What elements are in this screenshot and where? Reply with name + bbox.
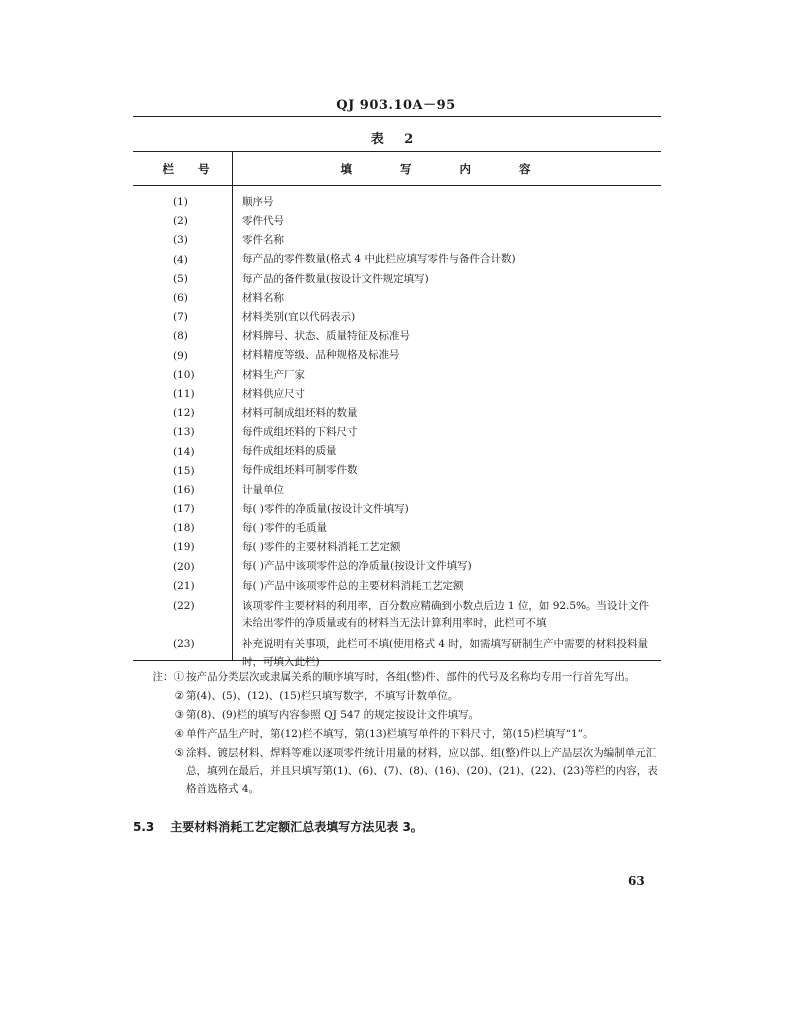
table-row [133, 423, 661, 442]
row-text: 补充说明有关事项，此栏可不填(使用格式 4 时，如需填写研制生产中需要的材料投料量时，可填入此栏) [242, 638, 648, 668]
table-row [133, 577, 661, 596]
note-text: 第(4)、(5)、(12)、(15)栏只填写数字，不填写计数单位。 [186, 690, 459, 702]
row-text: 材料可制成组坯料的数量 [242, 406, 358, 419]
row-number: (2) [173, 215, 188, 228]
table-row [133, 251, 661, 270]
table-row [133, 385, 661, 404]
table-bottom-rule [133, 660, 661, 661]
row-text: 每( )产品中该项零件总的主要材料消耗工艺定额 [242, 579, 464, 592]
table-row [133, 634, 661, 672]
row-text: 材料类别(宜以代码表示) [242, 310, 356, 323]
table-row [133, 462, 661, 481]
row-number: (20) [173, 560, 195, 573]
row-number: (15) [173, 464, 195, 477]
row-text: 每( )零件的毛质量 [242, 522, 328, 535]
table-row [133, 481, 661, 500]
table-header-rule [133, 185, 661, 186]
section-text: 主要材料消耗工艺定额汇总表填写方法见表 3。 [170, 820, 423, 834]
row-text: 每产品的备件数量(按设计文件规定填写) [242, 272, 429, 285]
document-code-header: QJ 903.10A－95 [336, 98, 456, 113]
table-top-rule [133, 151, 661, 152]
row-number: (21) [173, 579, 195, 592]
row-number: (19) [173, 541, 195, 554]
note-text: 涂料、镀层材料、焊料等难以逐项零件统计用量的材料，应以部、组(整)件以上产品层次为编制单元汇总，填列在最后，并且只填写第(1)、(6)、(7)、(8)、(16)、(20)、(21)、(22)、(23)等栏的内容，表格首选格式 4。 [186, 747, 658, 795]
row-text: 每( )零件的净质量(按设计文件填写) [242, 502, 409, 515]
table-row [133, 231, 661, 250]
row-number: (9) [173, 349, 188, 362]
row-number: (7) [173, 311, 188, 324]
row-number: (22) [173, 599, 195, 612]
column-header-field-number: 栏 号 [162, 162, 220, 176]
row-text: 材料精度等级、品种规格及标准号 [242, 349, 400, 362]
header-rule [133, 116, 661, 117]
table-row [133, 308, 661, 327]
row-text: 材料名称 [242, 291, 284, 304]
table-row [133, 442, 661, 461]
row-number: (13) [173, 426, 195, 439]
note-label: 注：① [152, 671, 184, 683]
note-item [150, 668, 665, 686]
row-number: (17) [173, 503, 195, 516]
table-row [133, 366, 661, 385]
note-label: ⑤ [174, 747, 184, 759]
row-number: (16) [173, 483, 195, 496]
row-text: 该项零件主要材料的利用率，百分数应精确到小数点后边 1 位，如 92.5%。当设计文件未给出零件的净质量或有的材料当无法计算利用率时，此栏可不填 [242, 599, 650, 630]
table-row [133, 327, 661, 346]
note-item [150, 687, 665, 705]
table-row [133, 538, 661, 557]
table-row [133, 347, 661, 366]
row-number: (3) [173, 234, 188, 247]
table-row [133, 270, 661, 289]
table-row [133, 193, 661, 212]
row-text: 每件成组坯料可制零件数 [242, 464, 358, 477]
row-text: 材料供应尺寸 [242, 387, 305, 400]
row-text: 每件成组坯料的下料尺寸 [242, 426, 358, 439]
page-number: 63 [628, 874, 645, 888]
note-item [150, 706, 665, 724]
row-text: 每件成组坯料的质量 [242, 445, 337, 458]
note-label: ④ [174, 728, 184, 740]
note-label: ③ [174, 709, 184, 721]
row-text: 每( )产品中该项零件总的净质量(按设计文件填写) [242, 560, 472, 573]
row-number: (1) [173, 196, 188, 209]
note-text: 第(8)、(9)栏的填写内容参照 QJ 547 的规定按设计文件填写。 [186, 709, 480, 721]
row-text: 每产品的零件数量(格式 4 中此栏应填写零件与备件合计数) [242, 253, 516, 266]
row-number: (12) [173, 407, 195, 420]
table-row [133, 558, 661, 577]
note-text: 单件产品生产时，第(12)栏不填写，第(13)栏填写单件的下料尺寸，第(15)栏填写“1”。 [186, 728, 594, 740]
note-text: 按产品分类层次或隶属关系的顺序填写时，各组(整)件、部件的代号及名称均专用一行首先写出。 [186, 671, 636, 683]
row-number: (4) [173, 253, 188, 266]
table-row [133, 404, 661, 423]
section-number: 5.3 [133, 820, 155, 834]
row-number: (8) [173, 330, 188, 343]
row-text: 材料牌号、状态、质量特征及标准号 [242, 330, 410, 343]
row-text: 每( )零件的主要材料消耗工艺定额 [242, 541, 401, 554]
row-number: (5) [173, 272, 188, 285]
table-row [133, 212, 661, 231]
note-label: ② [174, 690, 184, 702]
row-number: (11) [173, 387, 195, 400]
row-text: 零件名称 [242, 234, 284, 247]
row-text: 顺序号 [242, 195, 274, 208]
row-number: (6) [173, 292, 188, 305]
table-row [133, 500, 661, 519]
row-text: 计量单位 [242, 483, 284, 496]
row-number: (23) [173, 638, 195, 651]
row-number: (18) [173, 522, 195, 535]
table-row [133, 596, 661, 634]
column-header-fill-content: 填 写 内 容 [340, 162, 553, 176]
table-row [133, 519, 661, 538]
row-text: 材料生产厂家 [242, 368, 305, 381]
note-item [150, 725, 665, 743]
row-text: 零件代号 [242, 215, 284, 228]
table-row [133, 289, 661, 308]
note-item [150, 744, 665, 798]
table-notes [150, 668, 665, 799]
row-number: (14) [173, 445, 195, 458]
section-heading [133, 818, 423, 835]
row-number: (10) [173, 368, 195, 381]
table-body [133, 193, 661, 673]
table-caption: 表 2 [370, 132, 422, 147]
